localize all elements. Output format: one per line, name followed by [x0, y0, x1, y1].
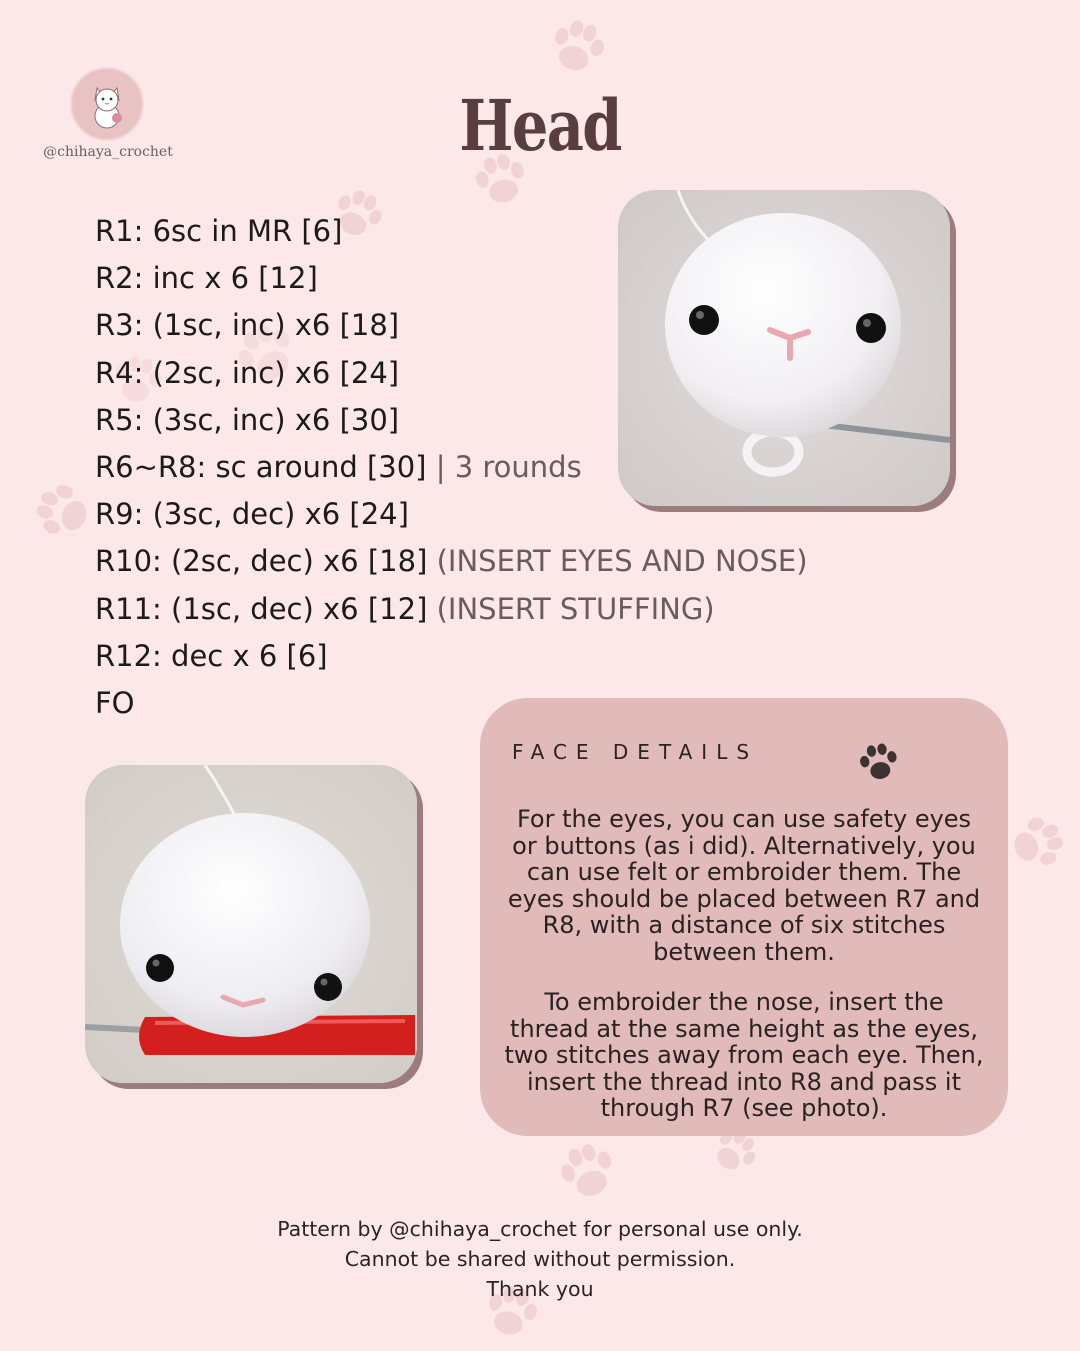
- brand-handle: @chihaya_crochet: [43, 144, 173, 160]
- paw-icon: [23, 471, 105, 553]
- round-note: (INSERT STUFFING): [436, 591, 715, 626]
- round-note: (INSERT EYES AND NOSE): [436, 544, 808, 579]
- round-item: R12: dec x 6 [6]: [95, 638, 328, 673]
- footer-line: Pattern by @chihaya_crochet for personal use only.: [277, 1217, 803, 1241]
- front-view-photo: [618, 190, 950, 506]
- face-details-paragraph: To embroider the nose, insert the thread at the same height as the eyes, two stitches away from each eye. Then, insert the thread into R8 and pass it through R7 (see photo).: [504, 988, 984, 1122]
- round-item: R2: inc x 6 [12]: [95, 261, 318, 296]
- round-note: 3 rounds: [454, 449, 582, 484]
- paw-icon: [996, 803, 1075, 882]
- side-view-photo: [85, 765, 417, 1083]
- paw-icon: [856, 740, 902, 790]
- round-item: R9: (3sc, dec) x6 [24]: [95, 497, 409, 532]
- footer-line: Thank you: [486, 1277, 594, 1301]
- footer: [0, 1214, 1080, 1304]
- paw-icon: [537, 8, 618, 89]
- round-item: R10: (2sc, dec) x6 [18] (INSERT EYES AND NOSE): [95, 544, 808, 579]
- round-item: FO: [95, 685, 135, 720]
- face-details-title: FACE DETAILS: [511, 740, 759, 764]
- round-separator: |: [435, 449, 446, 484]
- round-item: R11: (1sc, dec) x6 [12] (INSERT STUFFING): [95, 591, 715, 626]
- round-item: R5: (3sc, inc) x6 [30]: [95, 402, 400, 437]
- footer-line: Cannot be shared without permission.: [344, 1247, 736, 1271]
- round-item: R6~R8: sc around [30] | 3 rounds: [95, 449, 582, 484]
- face-details-paragraph: For the eyes, you can use safety eyes or buttons (as i did). Alternatively, you can use felt or embroider them. The eyes should be placed between R7 and R8, with a distance of six stitches between them.: [507, 805, 981, 966]
- round-item: R1: 6sc in MR [6]: [95, 214, 343, 248]
- round-item: R4: (2sc, inc) x6 [24]: [95, 355, 400, 390]
- paw-icon: [546, 1131, 631, 1216]
- round-item: R3: (1sc, inc) x6 [18]: [95, 308, 400, 343]
- page-title: Head: [459, 84, 621, 167]
